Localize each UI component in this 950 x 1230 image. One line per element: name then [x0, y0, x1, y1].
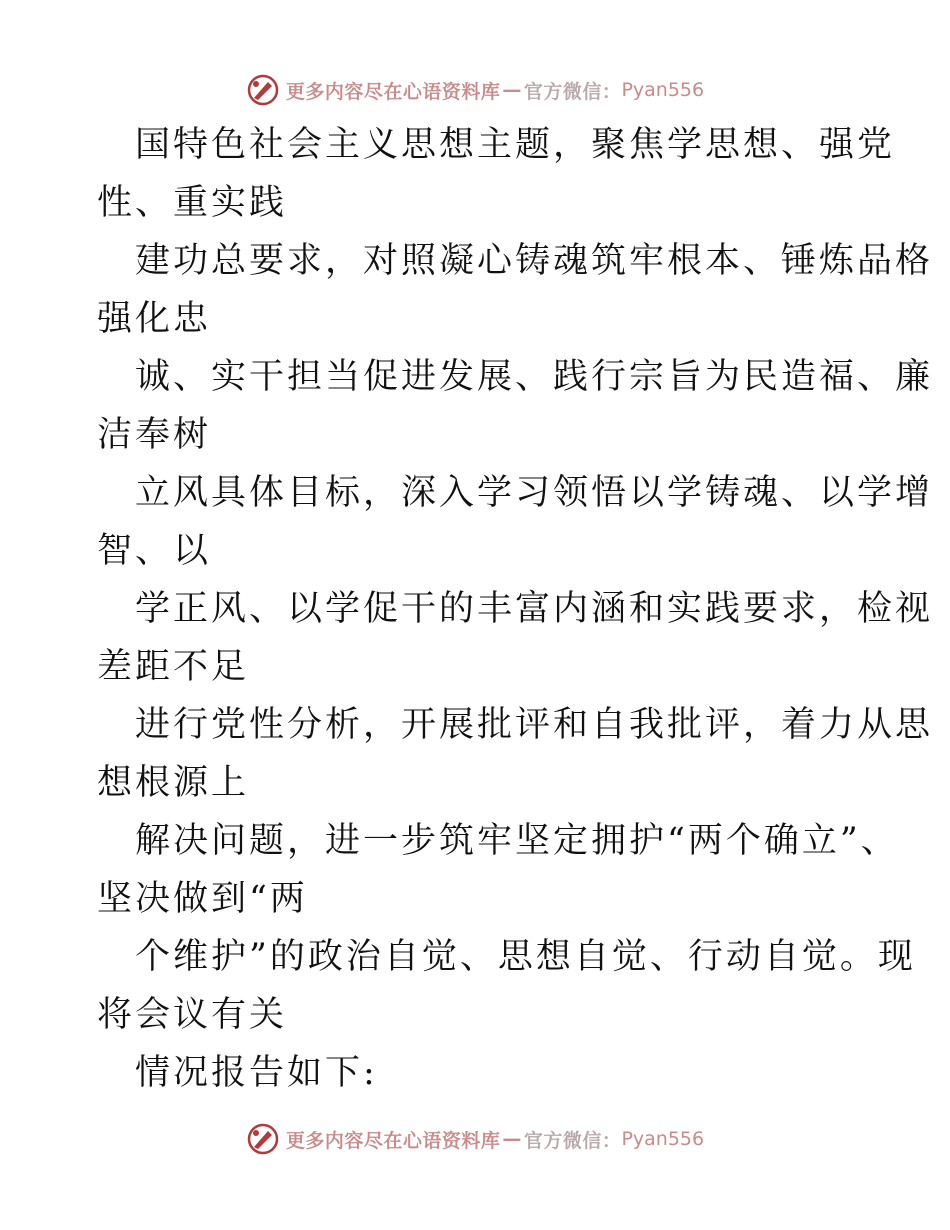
document-body — [97, 116, 934, 1102]
text-line: 洁奉树 — [97, 415, 212, 455]
watermark-dash: — — [502, 1128, 522, 1150]
footer-watermark — [0, 1121, 950, 1157]
pen-logo-icon — [246, 1122, 280, 1156]
text-line: 立风具体目标，深入学习领悟以学铸魂、以学增 — [135, 473, 934, 513]
text-line: 诚、实干担当促进发展、践行宗旨为民造福、廉 — [135, 357, 934, 397]
watermark-official-label: 官方微信： — [523, 1129, 622, 1152]
text-line: 情况报告如下: — [135, 1053, 378, 1093]
text-line: 国特色社会主义思想主题，聚焦学思想、强党 — [135, 125, 896, 165]
text-line: 学正风、以学促干的丰富内涵和实践要求，检视 — [135, 589, 934, 629]
text-line: 将会议有关 — [97, 995, 288, 1035]
text-line: 个维护”的政治自觉、思想自觉、行动自觉。现 — [135, 937, 916, 977]
header-watermark — [0, 72, 950, 108]
text-line: 性、重实践 — [97, 183, 288, 223]
text-line: 坚决做到“两 — [97, 879, 308, 919]
text-line: 智、以 — [97, 531, 212, 571]
text-line: 解决问题，进一步筑牢坚定拥护“两个确立”、 — [135, 821, 899, 861]
text-line: 想根源上 — [97, 763, 250, 803]
text-line: 强化忠 — [97, 299, 212, 339]
pen-logo-icon — [246, 73, 280, 107]
watermark-prefix: 更多内容尽在心语资料库 — [285, 80, 501, 103]
text-line: 建功总要求，对照凝心铸魂筑牢根本、锤炼品格 — [135, 241, 934, 281]
watermark-wechat-id: Pyan556 — [621, 79, 705, 101]
watermark-wechat-id: Pyan556 — [621, 1128, 705, 1150]
text-line: 进行党性分析，开展批评和自我批评，着力从思 — [135, 705, 934, 745]
watermark-prefix: 更多内容尽在心语资料库 — [285, 1129, 501, 1152]
text-line: 差距不足 — [97, 647, 250, 687]
watermark-dash: — — [502, 79, 522, 101]
watermark-official-label: 官方微信： — [523, 80, 622, 103]
